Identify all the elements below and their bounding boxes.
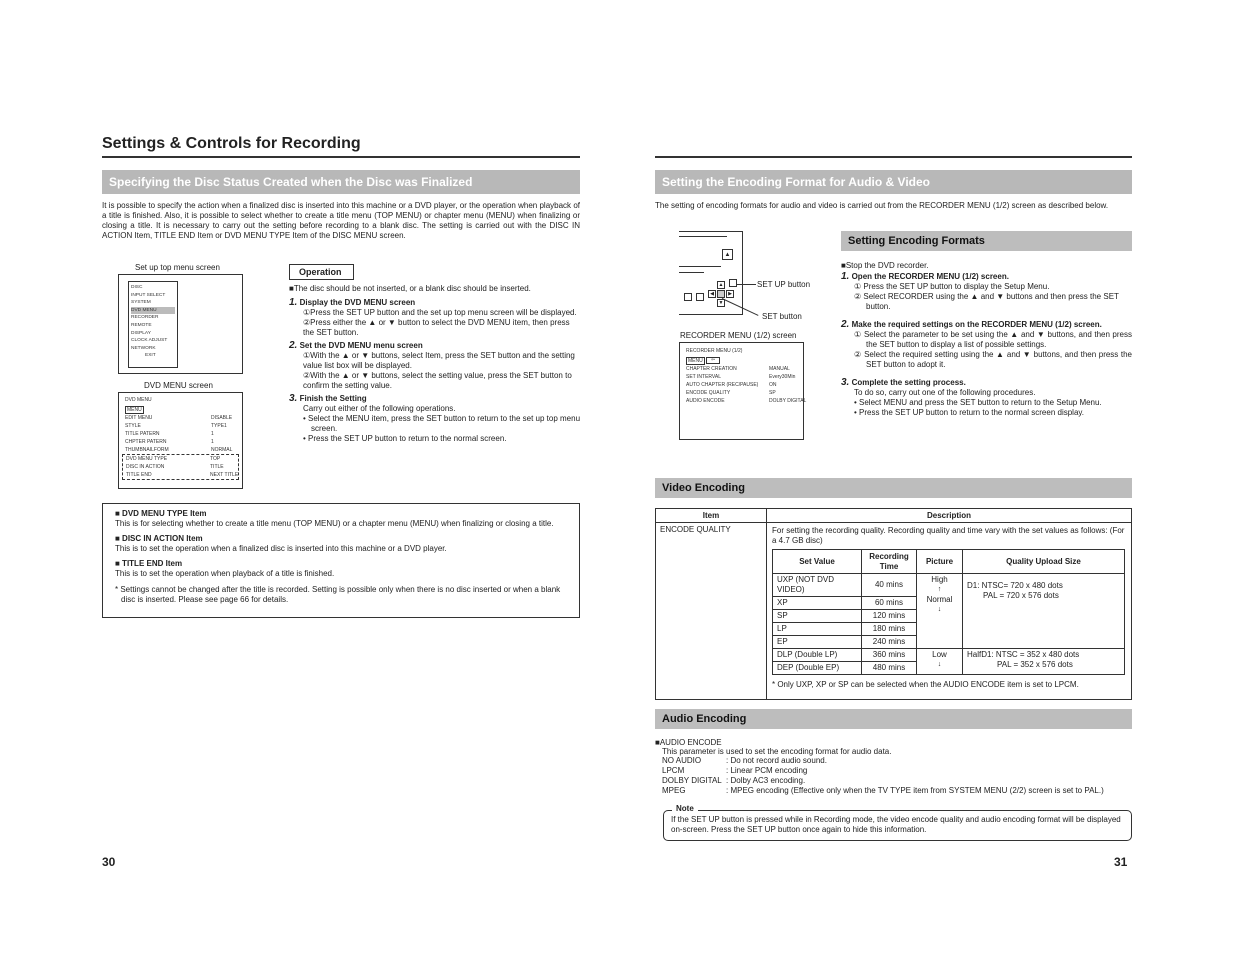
table-header-row bbox=[656, 509, 1132, 523]
time-cell: 240 mins bbox=[862, 636, 917, 649]
dvd-row-value: NEXT TITLE bbox=[210, 472, 239, 478]
dvd-screen-title: DVD MENU bbox=[125, 397, 152, 403]
box-text: This is to set the operation when a finalized disc is inserted into this machine or a DVD player. bbox=[115, 544, 447, 553]
right-step-2 bbox=[841, 320, 1132, 370]
step-line: To do so, carry out one of the following procedures. bbox=[854, 388, 1036, 397]
step-line: ① Press the SET UP button to display the Setup Menu. bbox=[854, 282, 1050, 291]
step-title: Open the RECORDER MENU (1/2) screen. bbox=[851, 272, 1009, 281]
setup-item: SYSTEM bbox=[131, 300, 151, 306]
dvd-row bbox=[126, 463, 238, 471]
setup-item: CLOCK ADJUST bbox=[131, 338, 168, 344]
right-section-title: Setting the Encoding Format for Audio & Video bbox=[655, 170, 1132, 194]
setup-button-label: SET UP button bbox=[757, 280, 811, 289]
left-title-rule bbox=[102, 156, 580, 158]
recorder-row bbox=[686, 381, 802, 389]
audio-row bbox=[662, 766, 1132, 776]
box-note: * Settings cannot be changed after the title is recorded. Setting is possible only when there is no disc inserted or when a blank disc is inserted. Please see page 66 for details. bbox=[115, 585, 561, 604]
recorder-row-key: AUTO CHAPTER (REC/PAUSE) bbox=[686, 382, 759, 388]
video-encoding-title: Video Encoding bbox=[655, 478, 1132, 498]
right-title-rule bbox=[655, 156, 1132, 158]
left-step-2 bbox=[289, 341, 581, 391]
recorder-row bbox=[686, 397, 807, 405]
step-number: 3. bbox=[841, 377, 850, 388]
step-line: ② Select the required setting using the ▲ and ▼ buttons, and then press the SET button to adopt it. bbox=[854, 350, 1132, 369]
audio-encoding-title: Audio Encoding bbox=[655, 709, 1132, 729]
table-row bbox=[773, 649, 1125, 662]
audio-row bbox=[662, 786, 1132, 796]
item-cell: ENCODE QUALITY bbox=[656, 523, 767, 700]
left-section-title: Specifying the Disc Status Created when the Disc was Finalized bbox=[102, 170, 580, 194]
audio-value: : MPEG encoding (Effective only when the TV TYPE item from SYSTEM MENU (2/2) screen is set to PAL.) bbox=[726, 786, 1104, 795]
note-box bbox=[663, 810, 1132, 841]
button-b bbox=[696, 293, 704, 301]
dvd-row-value: TOP bbox=[210, 456, 221, 462]
set-button-label: SET button bbox=[762, 312, 802, 321]
dvd-row-key: DVD MENU TYPE bbox=[126, 456, 168, 462]
audio-key: DOLBY DIGITAL bbox=[662, 776, 722, 785]
time-cell: 480 mins bbox=[862, 662, 917, 675]
eject-icon: ▲ bbox=[722, 249, 733, 260]
dvd-row-value: TYPE1 bbox=[211, 423, 227, 429]
step-line: ② Select RECORDER using the ▲ and ▼ buttons and then press the SET button. bbox=[854, 292, 1119, 311]
right-button-icon: ▶ bbox=[726, 290, 734, 298]
table-row bbox=[773, 574, 1125, 597]
setup-screen bbox=[118, 274, 243, 374]
audio-value: : Do not record audio sound. bbox=[726, 756, 827, 765]
step-line: Carry out either of the following operations. bbox=[303, 404, 456, 413]
left-steps bbox=[289, 298, 581, 444]
recorder-row bbox=[686, 373, 802, 381]
box-text: This is for selecting whether to create a title menu (TOP MENU) or a chapter menu (MENU) when finalizing or closing a title. bbox=[115, 519, 554, 528]
recorder-row-key: ENCODE QUALITY bbox=[686, 390, 731, 396]
note-text: If the SET UP button is pressed while in Recording mode, the video encode quality and audio encoding format will be displayed on-screen. Press the SET UP button once again to hide this information. bbox=[671, 815, 1121, 834]
audio-head: ■AUDIO ENCODE bbox=[655, 738, 722, 747]
audio-key: MPEG bbox=[662, 786, 686, 795]
step-title: Finish the Setting bbox=[299, 394, 367, 403]
dvd-row-key: TITLE PATERN bbox=[125, 431, 160, 437]
step-number: 2. bbox=[841, 319, 850, 330]
dvd-row-key: CHPTER PATERN bbox=[125, 439, 167, 445]
recorder-screen-title: RECORDER MENU (1/2) bbox=[686, 348, 743, 354]
table-row bbox=[656, 523, 1132, 700]
recorder-row-value: ON bbox=[769, 382, 777, 388]
recorder-menu-tag: MENU bbox=[688, 358, 703, 364]
stop-note: ■Stop the DVD recorder. bbox=[841, 261, 929, 270]
panel-line bbox=[679, 272, 704, 273]
recorder-menu-screen bbox=[679, 342, 807, 440]
step-number: 3. bbox=[289, 393, 298, 404]
panel-line bbox=[679, 236, 727, 237]
recorder-row-value: Every30Min bbox=[769, 374, 796, 380]
audio-row bbox=[662, 776, 1132, 786]
setup-leader-line bbox=[736, 284, 756, 285]
subtable-header bbox=[773, 550, 1125, 574]
setup-menu-list bbox=[128, 281, 178, 368]
step-line: ① Select the parameter to be set using the ▲ and ▼ buttons, and then press the SET button to display a list of possible settings. bbox=[854, 330, 1132, 349]
operation-label: Operation bbox=[289, 264, 354, 280]
picture-cell-low bbox=[917, 649, 963, 675]
setup-item: EXIT bbox=[145, 353, 156, 359]
audio-key: NO AUDIO bbox=[662, 756, 702, 765]
header-item: Item bbox=[656, 509, 767, 523]
header-description: Description bbox=[767, 509, 1132, 523]
dvd-menu-screen bbox=[118, 392, 243, 489]
recorder-row-value: SP bbox=[769, 390, 776, 396]
box-heading: ■ TITLE END Item bbox=[115, 559, 183, 568]
dvd-row-key: EDIT MENU bbox=[125, 415, 153, 421]
subheader-recording-time: Recording Time bbox=[862, 550, 917, 574]
left-step-3 bbox=[289, 394, 581, 444]
left-button-icon: ◀ bbox=[708, 290, 716, 298]
arrow-down-icon: ↓ bbox=[937, 606, 942, 613]
up-button-icon: ▲ bbox=[718, 282, 724, 288]
description-cell bbox=[767, 523, 1132, 700]
time-cell: 60 mins bbox=[862, 597, 917, 610]
quality-subtable bbox=[772, 549, 1125, 675]
right-step-3 bbox=[841, 378, 1132, 418]
dvd-row-key: STYLE bbox=[125, 423, 141, 429]
setup-button-icon bbox=[729, 279, 737, 287]
time-cell: 120 mins bbox=[862, 610, 917, 623]
picture-normal: Normal bbox=[926, 595, 953, 604]
set-value-cell: DEP (Double EP) bbox=[773, 662, 862, 675]
operation-note: ■The disc should be not inserted, or a blank disc should be inserted. bbox=[289, 284, 531, 293]
right-page-number: 31 bbox=[1114, 855, 1128, 869]
box-heading: ■ DISC IN ACTION Item bbox=[115, 534, 203, 543]
down-button-icon: ▼ bbox=[718, 300, 724, 306]
setup-item: DISPLAY bbox=[131, 330, 151, 336]
size-cell-halfd1 bbox=[963, 649, 1125, 675]
left-info-box bbox=[102, 503, 580, 618]
setup-item: NETWORK bbox=[131, 345, 156, 351]
subheader-set-value: Set Value bbox=[773, 550, 862, 574]
audio-value: : Dolby AC3 encoding. bbox=[726, 776, 806, 785]
step-line: ①Press the SET UP button and the set up top menu screen will be displayed. bbox=[303, 308, 577, 317]
recorder-row bbox=[686, 389, 802, 397]
halfd1-ntsc: HalfD1: NTSC = 352 x 480 dots bbox=[967, 650, 1080, 659]
step-line: • Select the MENU item, press the SET button to return to the set up top menu screen. bbox=[303, 414, 581, 433]
step-number: 1. bbox=[841, 271, 850, 282]
step-number: 2. bbox=[289, 340, 298, 351]
arrow-down-icon: ↓ bbox=[937, 661, 942, 668]
dvd-row bbox=[126, 471, 238, 479]
dvd-row bbox=[125, 438, 241, 446]
setup-screen-label: Set up top menu screen bbox=[135, 263, 220, 272]
left-intro: It is possible to specify the action when a finalized disc is inserted into this machine or a DVD player, or the operation when playback of a title is finished. Also, it is possible to select whether to create a title menu (TOP MENU) or chapter menu (MENU) when finalizing or closing a title. It is necessary to carry out the setting before recording to a blank disc. The setting is carried out with the DISC IN ACTION Item, TITLE END Item or DVD MENU TYPE Item of the DISC MENU screen. bbox=[102, 201, 580, 240]
recorder-row-key: SET INTERVAL bbox=[686, 374, 722, 380]
setup-item: DISC bbox=[131, 285, 143, 290]
box-text: This is to set the operation when playback of a title is finished. bbox=[115, 569, 335, 578]
dvd-row-value: 1 bbox=[211, 431, 214, 437]
set-value-cell: SP bbox=[773, 610, 862, 623]
step-line: • Press the SET UP button to return to the normal screen. bbox=[303, 434, 507, 443]
left-page-number: 30 bbox=[102, 855, 116, 869]
right-step-1 bbox=[841, 272, 1132, 312]
note-label: Note bbox=[672, 804, 698, 814]
dvd-row-key: TITLE END bbox=[126, 472, 152, 478]
set-value-cell: DLP (Double LP) bbox=[773, 649, 862, 662]
right-intro: The setting of encoding formats for audio and video is carried out from the RECORDER MENU (1/2) screen as described below. bbox=[655, 201, 1109, 210]
setup-item-selected: DVD MENU bbox=[131, 307, 175, 315]
audio-list bbox=[662, 756, 1132, 796]
arrow-up-icon: ↑ bbox=[937, 586, 942, 593]
dvd-row bbox=[125, 430, 241, 438]
dvd-menu-tag: MENU bbox=[127, 407, 142, 413]
halfd1-pal: PAL = 352 x 576 dots bbox=[997, 660, 1073, 669]
operation-note-text: The disc should be not inserted, or a blank disc should be inserted. bbox=[293, 284, 531, 293]
page-title: Settings & Controls for Recording bbox=[102, 135, 361, 152]
dvd-row-value: DISABLE bbox=[211, 415, 233, 421]
picture-high: High bbox=[931, 575, 948, 584]
subheader-upload-size: Quality Upload Size bbox=[963, 550, 1125, 574]
recorder-row-key: AUDIO ENCODE bbox=[686, 398, 725, 404]
set-value-cell: UXP (NOT DVD VIDEO) bbox=[773, 574, 862, 597]
step-title: Complete the setting process. bbox=[851, 378, 966, 387]
encoding-formats-title: Setting Encoding Formats bbox=[841, 231, 1132, 251]
step-line: • Select MENU and press the SET button to return to the Setup Menu. bbox=[854, 398, 1102, 407]
audio-row bbox=[662, 756, 1132, 766]
set-value-cell: EP bbox=[773, 636, 862, 649]
recorder-row-value: MANUAL bbox=[769, 366, 790, 372]
audio-key: LPCM bbox=[662, 766, 685, 775]
time-cell: 360 mins bbox=[862, 649, 917, 662]
audio-desc: This parameter is used to set the encoding format for audio data. bbox=[662, 747, 892, 756]
step-line: ②With the ▲ or ▼ buttons, select the setting value, press the SET button to confirm the setting value. bbox=[303, 371, 572, 390]
time-cell: 40 mins bbox=[862, 574, 917, 597]
set-button-icon bbox=[717, 290, 725, 298]
panel-line bbox=[679, 266, 721, 267]
picture-low: Low bbox=[932, 650, 947, 659]
dvd-row-value: TITLE bbox=[210, 464, 224, 470]
dvd-highlight-group bbox=[122, 454, 239, 480]
recorder-row-key: CHAPTER CREATION bbox=[686, 366, 737, 372]
dvd-row-key: THUMBNAILFORM bbox=[125, 447, 169, 453]
step-title: Make the required settings on the RECORDER MENU (1/2) screen. bbox=[851, 320, 1102, 329]
description-text: For setting the recording quality. Recording quality and time vary with the set values as follows: (For a 4.7 GB disc) bbox=[772, 526, 1125, 545]
set-value-cell: LP bbox=[773, 623, 862, 636]
dvd-row bbox=[125, 422, 241, 430]
recorder-row bbox=[686, 365, 802, 373]
setup-item: REMOTE bbox=[131, 322, 152, 328]
box-heading: ■ DVD MENU TYPE Item bbox=[115, 509, 207, 518]
step-title: Set the DVD MENU menu screen bbox=[299, 341, 423, 350]
dvd-screen-label: DVD MENU screen bbox=[144, 381, 213, 390]
subheader-picture: Picture bbox=[917, 550, 963, 574]
step-line: ①With the ▲ or ▼ buttons, select Item, press the SET button and the setting value list box will be displayed. bbox=[303, 351, 575, 370]
dvd-row-key: DISC IN ACTION bbox=[126, 464, 165, 470]
dvd-row bbox=[126, 455, 238, 463]
time-cell: 180 mins bbox=[862, 623, 917, 636]
set-value-cell: XP bbox=[773, 597, 862, 610]
size-cell-d1 bbox=[963, 574, 1125, 649]
d1-ntsc: D1: NTSC= 720 x 480 dots bbox=[967, 581, 1063, 590]
button-a bbox=[684, 293, 692, 301]
recorder-row-value: DOLBY DIGITAL bbox=[769, 398, 807, 404]
recorder-rows bbox=[686, 365, 807, 405]
dvd-row bbox=[125, 446, 241, 454]
table-footnote: * Only UXP, XP or SP can be selected when the AUDIO ENCODE item is set to LPCM. bbox=[772, 680, 1079, 689]
video-encoding-table bbox=[655, 508, 1132, 700]
dvd-row-value: NORMAL bbox=[211, 447, 233, 453]
return-arrow-icon: ⇦ bbox=[706, 357, 720, 364]
dvd-row bbox=[125, 414, 241, 422]
step-number: 1. bbox=[289, 297, 298, 308]
step-line: ②Press either the ▲ or ▼ button to select the DVD MENU item, then press the SET button. bbox=[303, 318, 570, 337]
audio-value: : Linear PCM encoding bbox=[726, 766, 808, 775]
left-step-1 bbox=[289, 298, 581, 338]
right-steps bbox=[841, 272, 1132, 418]
step-title: Display the DVD MENU screen bbox=[299, 298, 416, 307]
dvd-rows bbox=[125, 414, 241, 480]
setup-item: RECORDER bbox=[131, 315, 159, 321]
recorder-screen-label: RECORDER MENU (1/2) screen bbox=[680, 331, 797, 340]
picture-cell bbox=[917, 574, 963, 649]
dvd-row-value: 1 bbox=[211, 439, 214, 445]
d1-pal: PAL = 720 x 576 dots bbox=[983, 591, 1059, 600]
setup-item: INPUT SELECT bbox=[131, 292, 166, 298]
step-line: • Press the SET UP button to return to the normal screen display. bbox=[854, 408, 1085, 417]
